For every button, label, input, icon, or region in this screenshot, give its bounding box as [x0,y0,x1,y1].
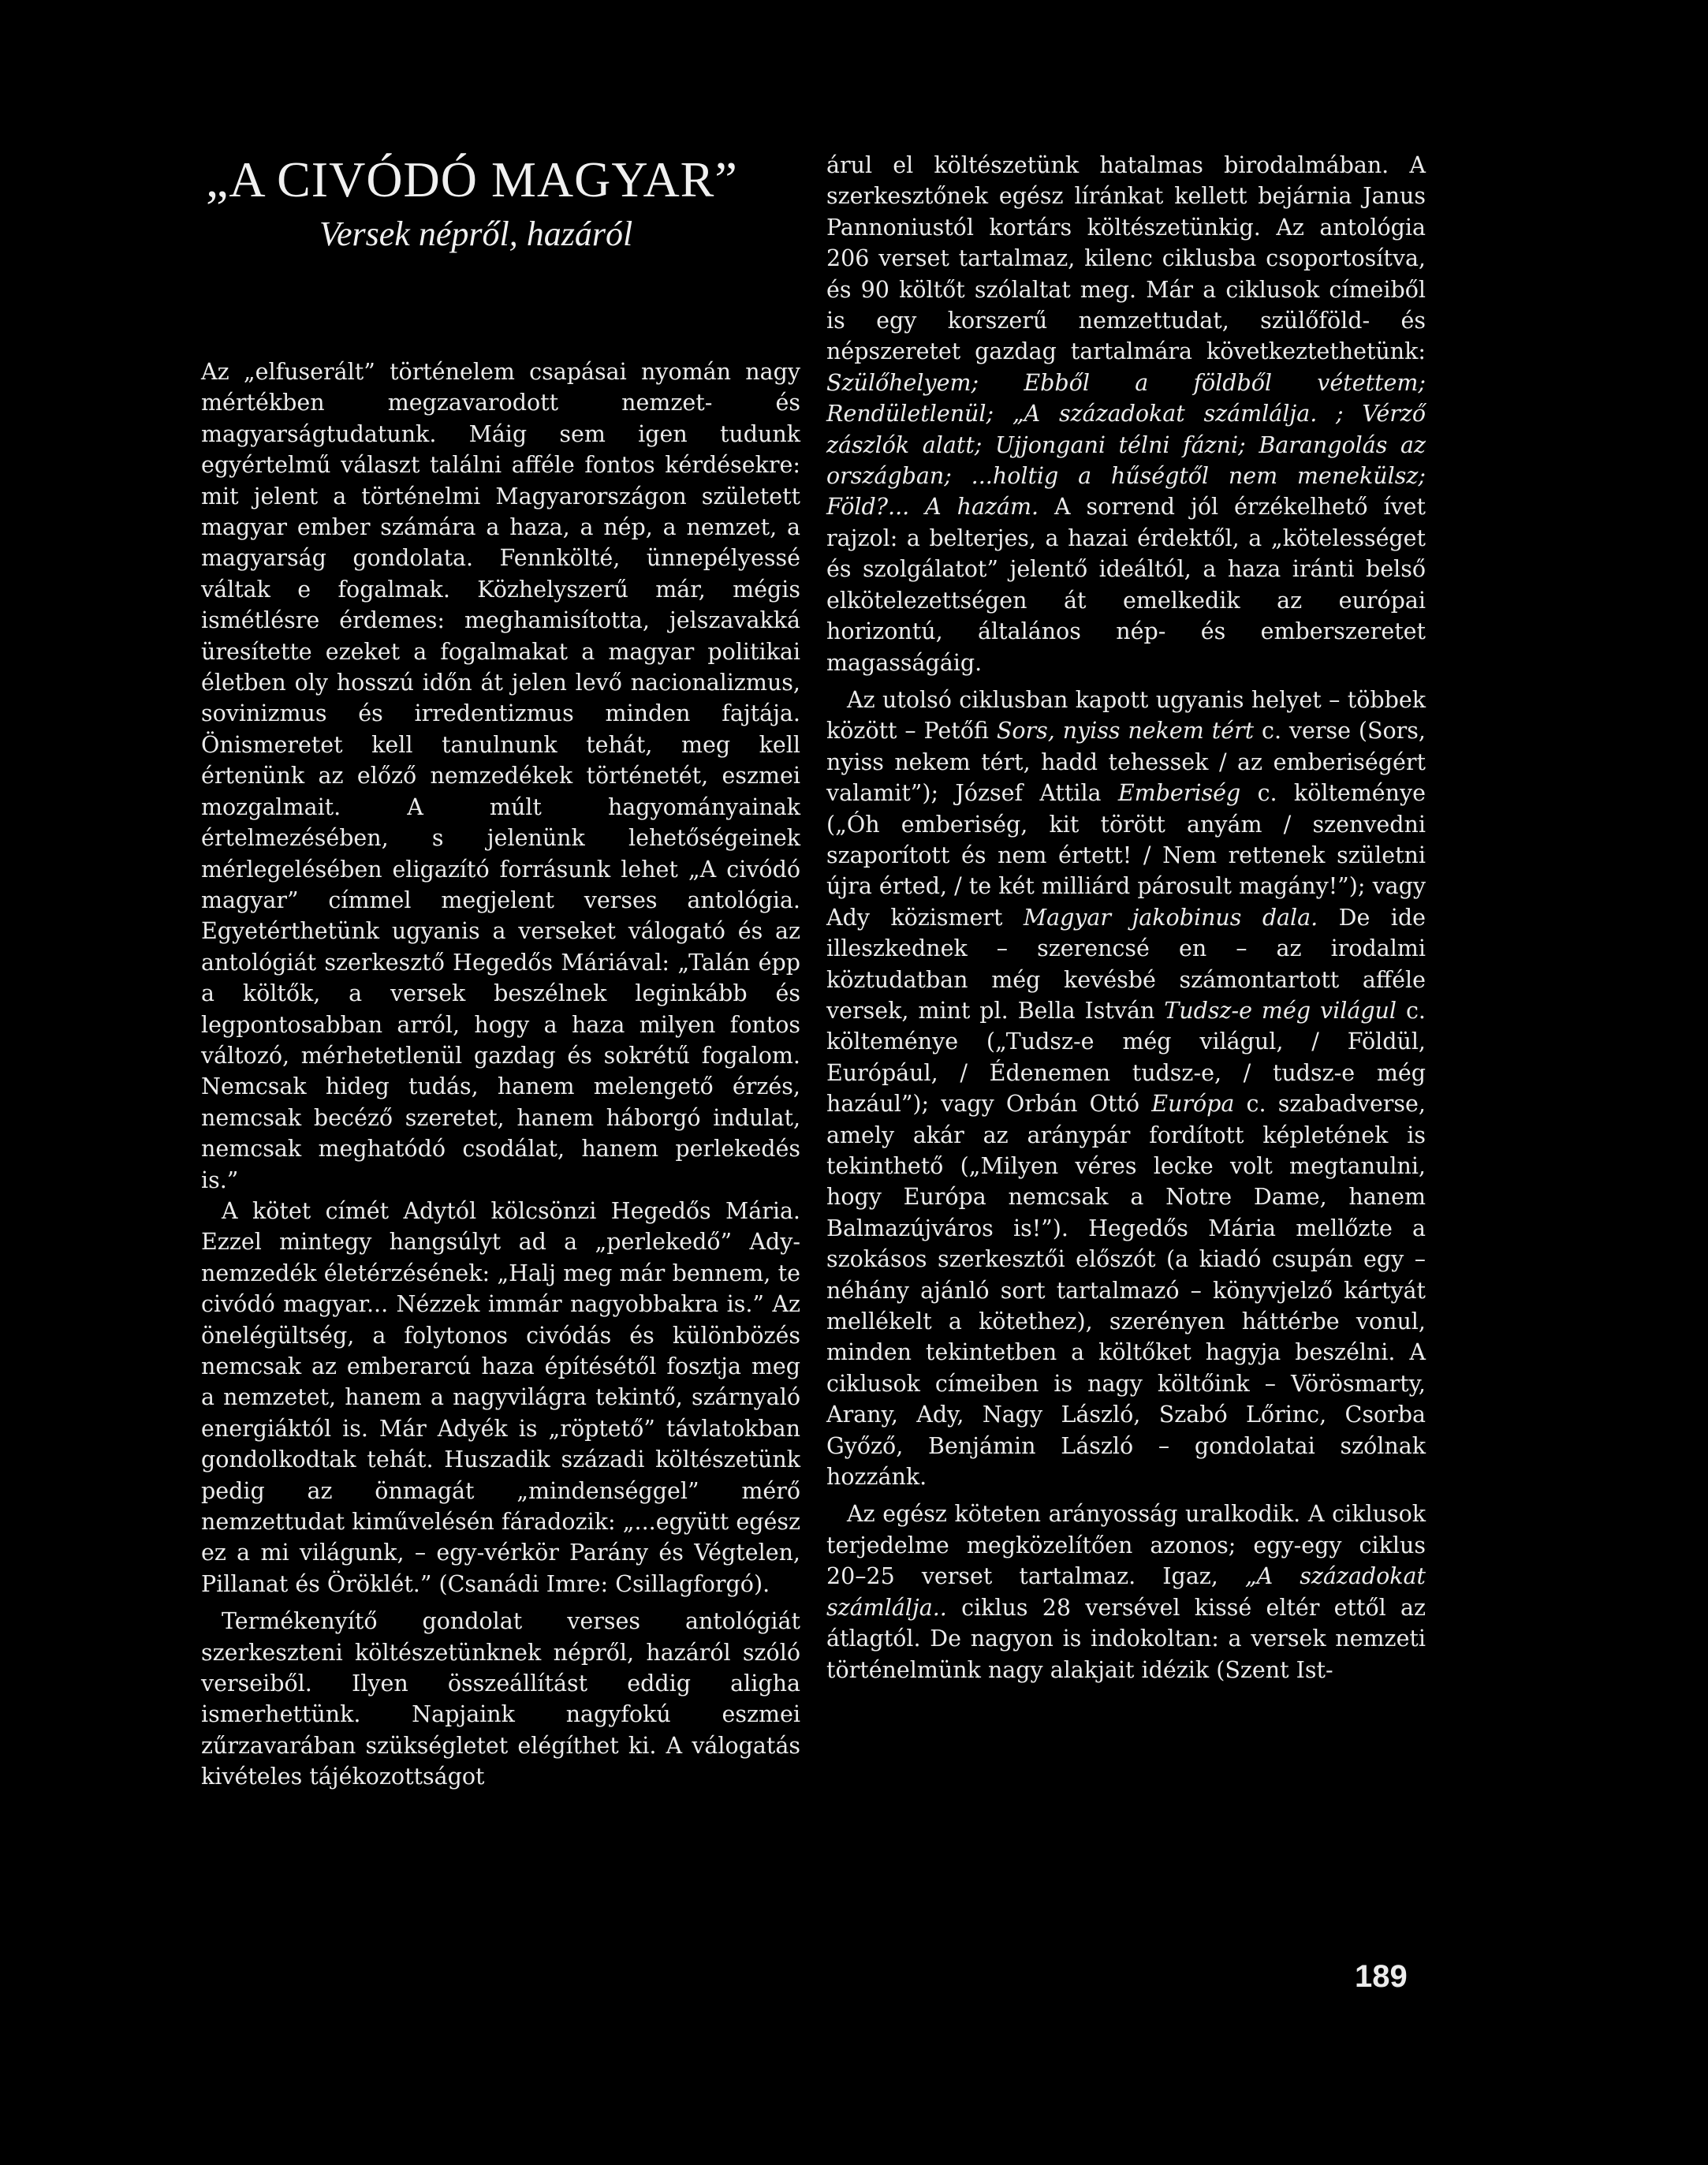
left-paragraph-2: A kötet címét Adytól kölcsönzi Hegedős Mária. Ezzel mintegy hangsúlyt ad a „perlekedő” Ady-nemzedék életérzésének: „Halj meg már bennem, te civódó magyar... Nézzek immár nagyobbakra is.” Az önelégültség, a folytonos civódás és különbözés nemcsak az emberarcú haza építésétől fosztja meg a nemzetet, hanem a nagyvilágra tekintő, szárnyaló energiáktól is. Már Adyék is „röptető” távlatokban gondolkodtak tehát. Huszadik századi költészetünk pedig az önmagát „mindenséggel” mérő nemzettudat kiművelésén fáradozik: „...együtt egész ez a mi világunk, – egy-vérkör Parány és Végtelen, Pillanat és Öröklét.” (Csanádi Imre: Csillagforgó). [201,1197,800,1597]
right-paragraph-1 [826,150,1426,678]
poem-title: Magyar jakobinus dala. [1023,904,1318,931]
right-column [826,150,1426,1685]
right-paragraph-3 [826,1499,1426,1685]
cycle-title: „A századokat számlálja.. [826,1563,1426,1621]
text-run: c. verse (Sors, nyiss nekem tért, hadd tehessek / az emberiségért valamit”); József Attila [826,718,1426,807]
page-number: 189 [1355,1959,1408,1994]
poem-title: Európa [1151,1091,1235,1118]
cycle-titles: Szülőhelyem; Ebből a földből vétettem; Rendületlenül; „A századokat számlálja. ; Vérző zászlók alatt; Ujjongani télni fázni; Barangolás az országban; ...holtig a hűségtől nem menekülsz; Föld?... A hazám. [826,369,1426,521]
poem-title: Emberiség [1117,780,1241,807]
text-run: ciklus 28 versével kissé eltér ettől az átlagtól. De nagyon is indokoltan: a versek nemzeti történelmünk nagy alakjait idézik (Szent Ist- [826,1594,1426,1683]
text-run: Az utolsó ciklusban kapott ugyanis helyet – többek között – Petőfi [826,686,1426,745]
poem-title: Sors, nyiss nekem tért [996,718,1255,745]
text-run: A sorrend jól érzékelhető ívet rajzol: a belterjes, a hazai érdektől, a „kötelességet és szolgálatot” jelentő ideáltól, a haza iránti belső elkötelezettségen át emelkedik az európai horizontú, általános nép- és emberszeretet magasságáig. [826,494,1426,676]
text-run: árul el költészetünk hatalmas birodalmában. A szerkesztőnek egész líránkat kellett bejárnia Janus Pannoniustól kortárs költészetünkig. Az antológia 206 verset tartalmaz, kilenc ciklusba csoportosítva, és 90 költőt szólaltat meg. Már a ciklusok címeiből is egy korszerű nemzettudat, szülőföld- és népszeretet gazdag tartalmára következtethetünk: [826,152,1426,365]
right-paragraph-2 [826,685,1426,1493]
text-run: c. költeménye („Tudsz-e még világul, / Földül, Európául, / Édenemen tudsz-e, / tudsz-e még hazául”); vagy Orbán Ottó [826,997,1426,1118]
left-paragraph-3: Termékenyítő gondolat verses antológiát szerkeszteni költészetünknek népről, hazáról szóló verseiből. Ilyen összeállítást eddig aligha ismerhettünk. Napjaink nagyfokú eszmei zűrzavarában szükségletet elégíthet ki. A válogatás kivételes tájékozottságot [201,1608,800,1790]
text-run: Az egész köteten arányosság uralkodik. A ciklusok terjedelme megközelítően azonos; egy-egy ciklus 20–25 verset tartalmaz. Igaz, [826,1501,1426,1590]
poem-title: Tudsz-e még világul [1164,997,1397,1024]
text-run: c. szabadverse, amely akár az aránypár fordított képletének is tekinthető („Milyen véres lecke volt megtanulni, hogy Európa nemcsak a Notre Dame, hanem Balmazújváros is!”). Hegedős Mária mellőzte a szokásos szerkesztői előszót (a kiadó csupán egy – néhány ajánló sort tartalmazó – könyvjelző kártyát mellékelt a kötethez), szerényen háttérbe vonul, minden tekintetben a költőket hagyja beszélni. A ciklusok címeiben is nagy költőink – Vörösmarty, Arany, Ady, Nagy László, Szabó Lőrinc, Csorba Győző, Benjámin László – gondolatai szólnak hozzánk. [826,1091,1426,1491]
article-subtitle: Versek népről, hazáról [319,215,633,253]
left-paragraph-1: Az „elfuserált” történelem csapásai nyomán nagy mértékben megzavarodott nemzet- és magyarságtudatunk. Máig sem igen tudunk egyértelmű választ találni afféle fontos kérdésekre: mit jelent a történelmi Magyarországon született magyar ember számára a haza, a nép, a nemzet, a magyarság gondolata. Fennkölté, ünnepélyessé váltak e fogalmak. Közhelyszerű már, mégis ismétlésre érdemes: meghamisította, jelszavakká üresítette ezeket a fogalmakat a magyar politikai életben oly hosszú időn át jelen levő nacionalizmus, sovinizmus és irredentizmus minden fajtája. Önismeretet kell tanulnunk tehát, meg kell értenünk az előző nemzedékek történetét, eszmei mozgalmait. A múlt hagyományainak értelmezésében, s jelenünk lehetőségeinek mérlegelésében eligazító forrásunk lehet „A civódó magyar” címmel megjelent verses antológia. Egyetérthetünk ugyanis a verseket válogató és az antológiát szerkesztő Hegedős Máriával: „Talán épp a költők, a versek beszélnek leginkább és legpontosabban arról, hogy a haza milyen fontos változó, mérhetetlenül gazdag és sokrétű fogalom. Nemcsak hideg tudás, hanem melengető érzés, nemcsak becéző szeretet, hanem háborgó indulat, nemcsak meghatódó csodálat, hanem perlekedés is.” [201,359,800,1193]
article-title: „A CIVÓDÓ MAGYAR” [206,151,738,207]
title-spacer [201,257,800,356]
text-run: De ide illeszkednek – szerencsé en – az irodalmi köztudatban még kevésbé számontartott afféle versek, mint pl. Bella István [826,904,1426,1024]
left-column [201,150,800,1793]
text-run: c. költeménye („Óh emberiség, kit törött anyám / szenvedni szaporított és nem értett! / Nem rettenek születni újra érted, / te két milliárd párosult magány!”); vagy Ady közismert [826,780,1426,931]
